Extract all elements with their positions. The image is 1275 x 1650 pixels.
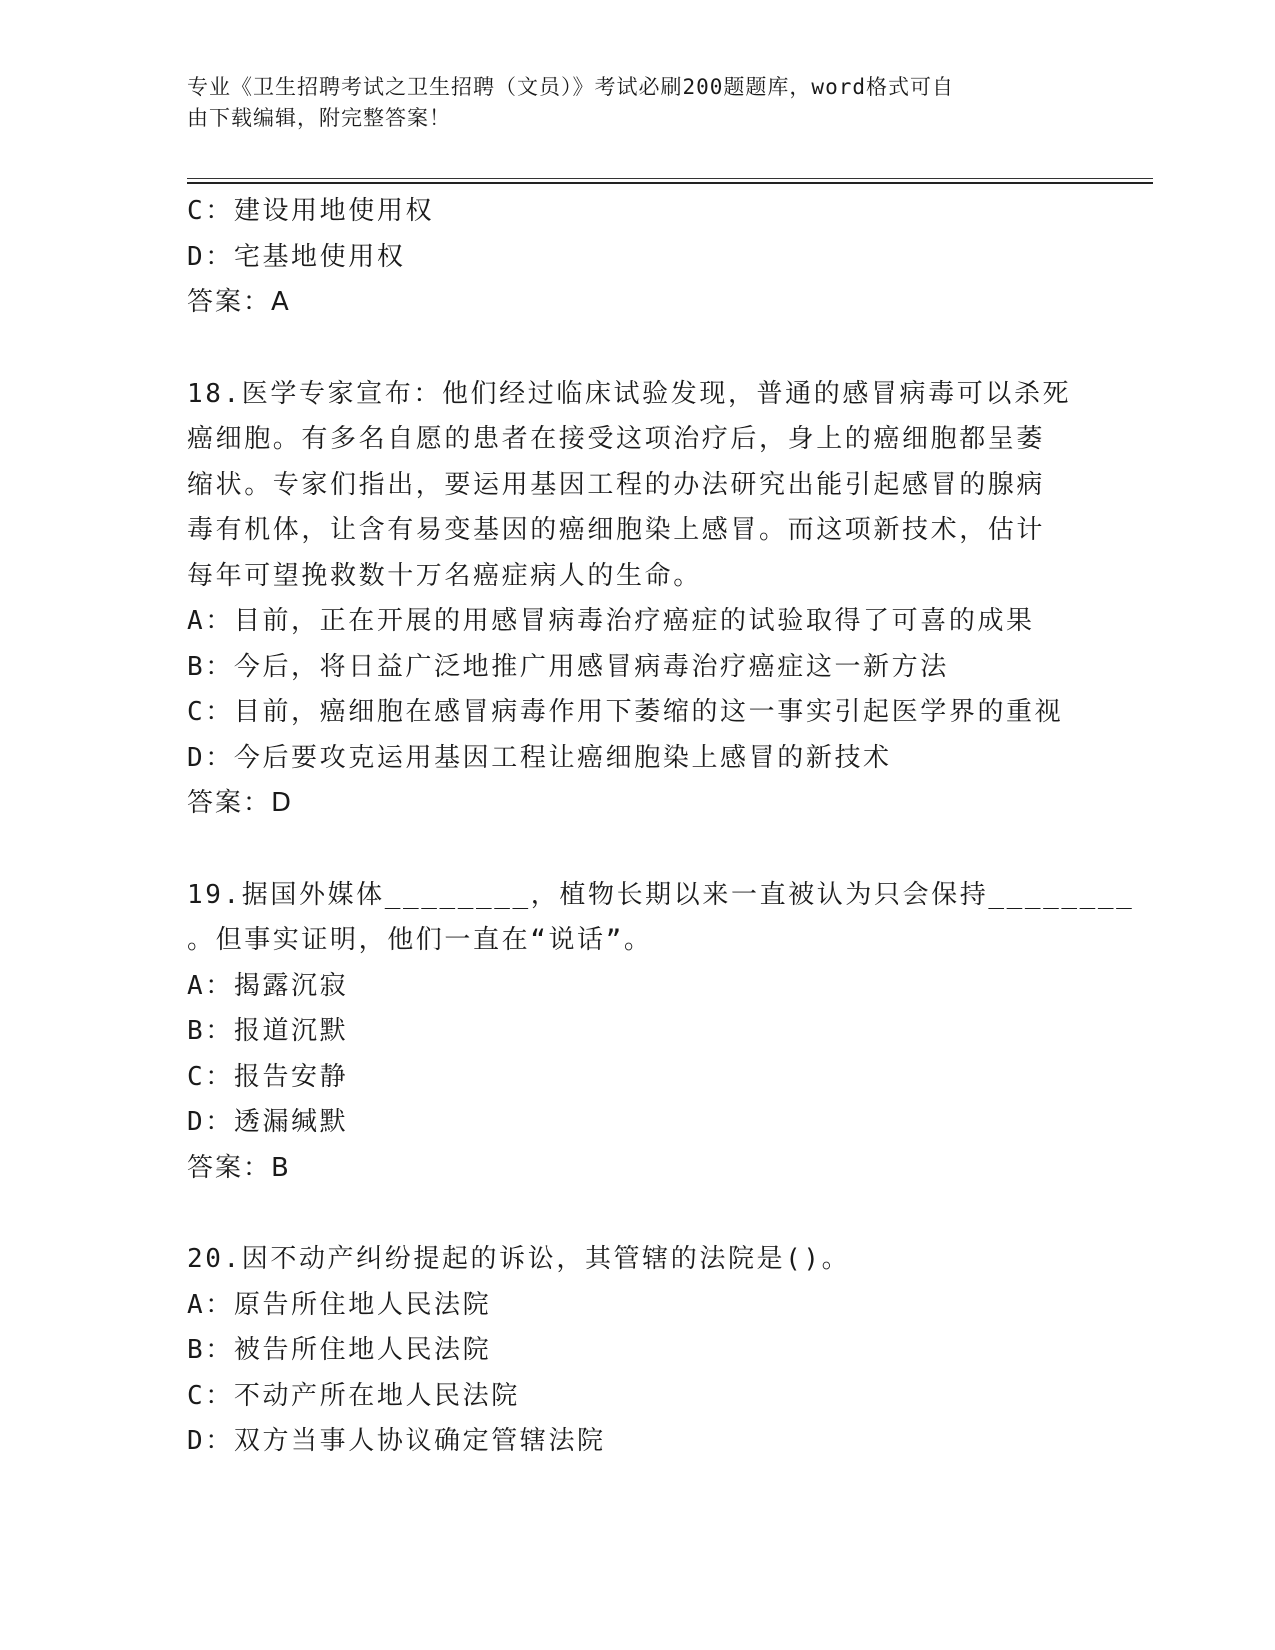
option-a: A：原告所住地人民法院 <box>187 1289 492 1320</box>
question-stem-line: 缩状。专家们指出，要运用基因工程的办法研究出能引起感冒的腺病 <box>187 469 1046 500</box>
header-divider-thin <box>187 178 1153 179</box>
question-20 <box>187 1237 1087 1465</box>
option-b: B：报道沉默 <box>187 1016 349 1046</box>
option-c: C：报告安静 <box>187 1061 349 1092</box>
option-c: C：不动产所在地人民法院 <box>187 1380 520 1411</box>
option-c: C：建设用地使用权 <box>187 196 435 226</box>
question-stem-line: 19.据国外媒体________，植物长期以来一直被认为只会保持________ <box>187 879 1135 910</box>
spacer <box>187 827 1087 873</box>
option-b: B：今后，将日益广泛地推广用感冒病毒治疗癌症这一新方法 <box>187 651 949 682</box>
answer: 答案：A <box>187 287 291 317</box>
option-d: D：今后要攻克运用基因工程让癌细胞染上感冒的新技术 <box>187 742 892 773</box>
question-stem-line: 毒有机体，让含有易变基因的癌细胞染上感冒。而这项新技术，估计 <box>187 515 1046 545</box>
header-divider-thick <box>187 182 1153 184</box>
option-b: B：被告所住地人民法院 <box>187 1335 492 1365</box>
option-d: D：透漏缄默 <box>187 1107 349 1137</box>
question-stem-line: 20.因不动产纠纷提起的诉讼，其管辖的法院是()。 <box>187 1244 851 1274</box>
question-18 <box>187 372 1087 827</box>
answer: 答案：D <box>187 788 294 818</box>
question-stem-line: 每年可望挽救数十万名癌症病人的生命。 <box>187 560 702 591</box>
option-d: D：双方当事人协议确定管辖法院 <box>187 1426 606 1456</box>
header-line-2: 由下载编辑，附完整答案！ <box>187 106 451 130</box>
option-a: A：目前，正在开展的用感冒病毒治疗癌症的试验取得了可喜的成果 <box>187 606 1035 636</box>
answer: 答案：B <box>187 1152 291 1183</box>
question-19 <box>187 873 1135 1192</box>
option-d: D：宅基地使用权 <box>187 241 406 272</box>
header-line-1: 专业《卫生招聘考试之卫生招聘（文员）》考试必刷200题题库，word格式可自 <box>187 75 954 99</box>
spacer <box>187 326 1087 372</box>
question-stem-line: 18.医学专家宣布：他们经过临床试验发现，普通的感冒病毒可以杀死 <box>187 378 1072 409</box>
question-stem-line: 癌细胞。有多名自愿的患者在接受这项治疗后，身上的癌细胞都呈萎 <box>187 424 1046 454</box>
document-header <box>187 72 1067 134</box>
question-17-tail <box>187 189 1087 326</box>
question-list <box>187 189 1135 1465</box>
option-c: C：目前，癌细胞在感冒病毒作用下萎缩的这一事实引起医学界的重视 <box>187 697 1064 727</box>
option-a: A：揭露沉寂 <box>187 970 349 1001</box>
spacer <box>187 1191 1087 1237</box>
question-stem-line: 。但事实证明，他们一直在“说话”。 <box>187 925 653 955</box>
